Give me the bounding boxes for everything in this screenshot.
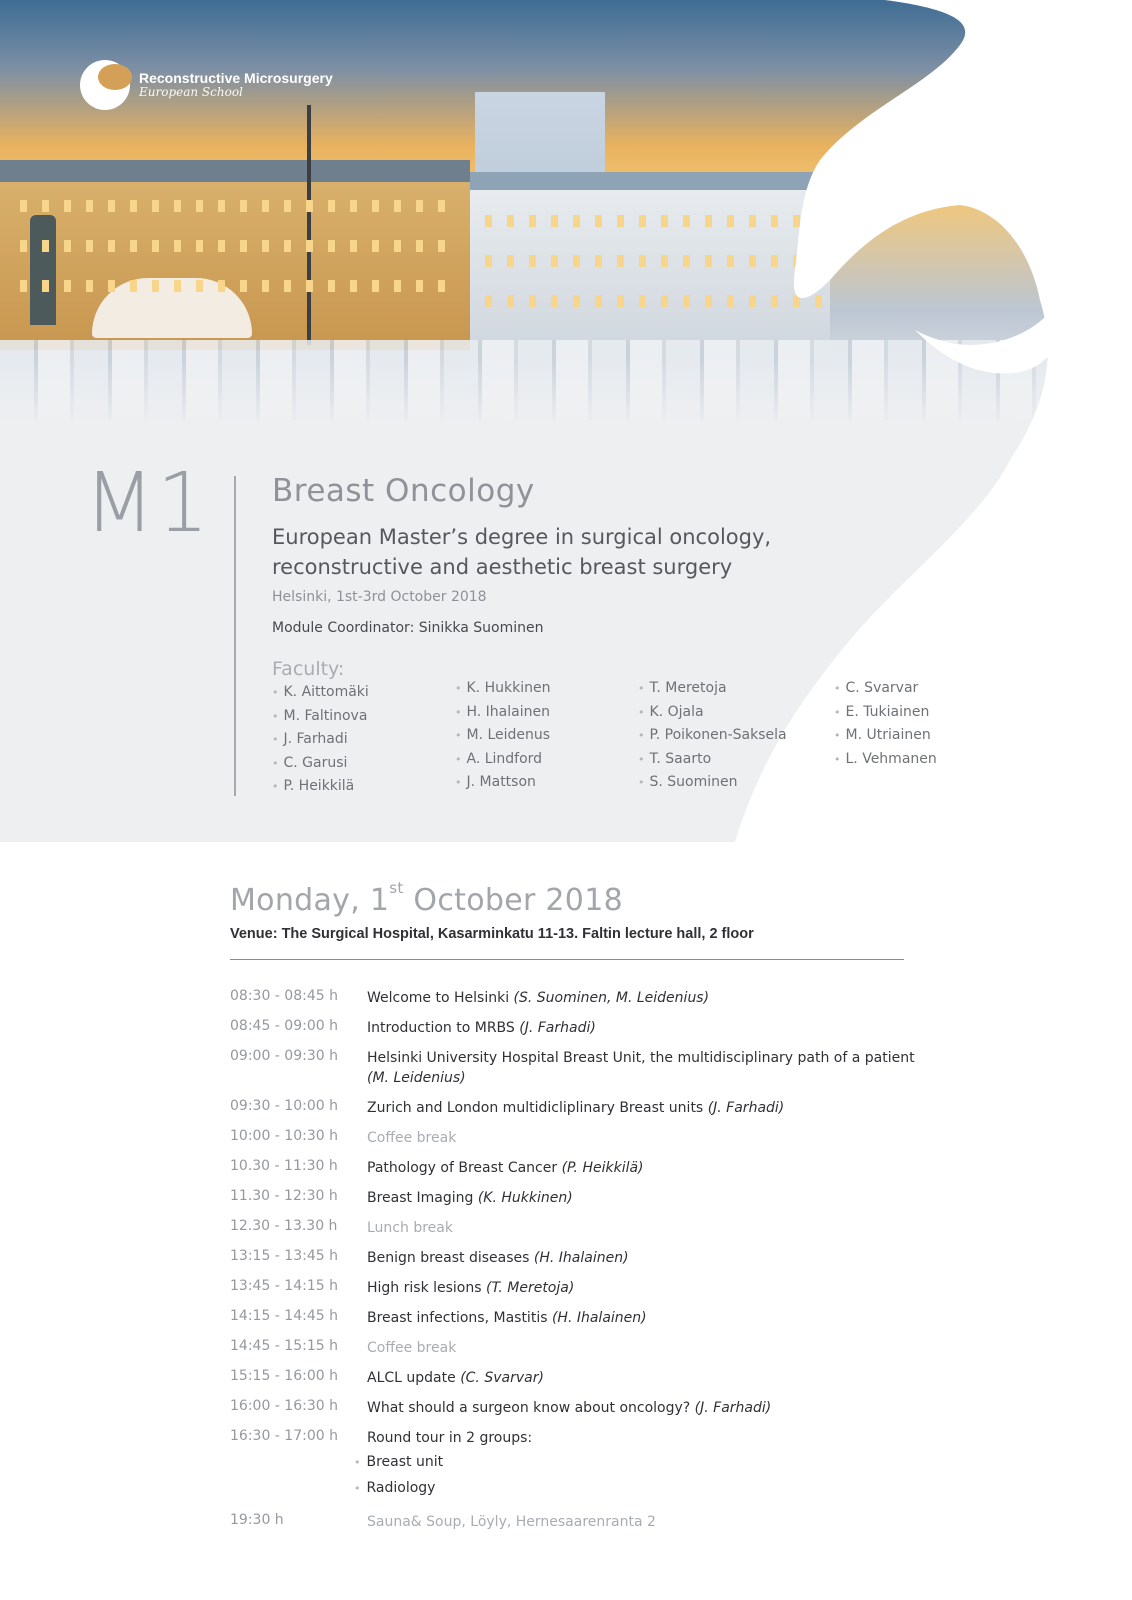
venue: Venue: The Surgical Hospital, Kasarminkatu 11-13. Faltin lecture hall, 2 floor bbox=[230, 926, 754, 942]
divider-line bbox=[234, 476, 236, 796]
session-time: 16:30 - 17:00 h bbox=[230, 1428, 338, 1444]
session-title: What should a surgeon know about oncology? (J. Farhadi) bbox=[367, 1400, 772, 1416]
faculty-member: • E. Tukiainen bbox=[834, 701, 937, 725]
faculty-member: • A. Lindford bbox=[455, 748, 550, 772]
session-time: 19:30 h bbox=[230, 1512, 284, 1528]
break-title: Coffee break bbox=[367, 1340, 457, 1356]
faculty-column-1 bbox=[272, 681, 369, 799]
session-time: 08:30 - 08:45 h bbox=[230, 988, 338, 1004]
session-speaker: (S. Suominen, M. Leidenius) bbox=[513, 990, 710, 1006]
faculty-member: • T. Saarto bbox=[638, 748, 787, 772]
faculty-member: • M. Leidenus bbox=[455, 724, 550, 748]
faculty-member: • C. Svarvar bbox=[834, 677, 937, 701]
faculty-column-4 bbox=[834, 677, 937, 771]
break-title: Coffee break bbox=[367, 1130, 457, 1146]
faculty-member: • J. Farhadi bbox=[272, 728, 369, 752]
session-time: 08:45 - 09:00 h bbox=[230, 1018, 338, 1034]
faculty-member: • C. Garusi bbox=[272, 752, 369, 776]
faculty-member: • T. Meretoja bbox=[638, 677, 787, 701]
logo-subtitle: European School bbox=[139, 85, 243, 100]
tour-group-item: • Radiology bbox=[354, 1480, 436, 1496]
session-title: Introduction to MRBS (J. Farhadi) bbox=[367, 1020, 596, 1036]
faculty-member: • K. Hukkinen bbox=[455, 677, 550, 701]
faculty-member: • K. Aittomäki bbox=[272, 681, 369, 705]
faculty-member: • M. Faltinova bbox=[272, 705, 369, 729]
evening-event: Sauna& Soup, Löyly, Hernesaarenranta 2 bbox=[367, 1514, 656, 1530]
faculty-member: • P. Poikonen-Saksela bbox=[638, 724, 787, 748]
session-speaker: (J. Farhadi) bbox=[519, 1020, 596, 1036]
faculty-member: • H. Ihalainen bbox=[455, 701, 550, 725]
session-speaker: (P. Heikkilä) bbox=[561, 1160, 644, 1176]
course-dates: Helsinki, 1st-3rd October 2018 bbox=[272, 589, 487, 605]
faculty-member: • J. Mattson bbox=[455, 771, 550, 795]
session-time: 10:00 - 10:30 h bbox=[230, 1128, 338, 1144]
session-speaker: (J. Farhadi) bbox=[707, 1100, 785, 1116]
session-time: 16:00 - 16:30 h bbox=[230, 1398, 338, 1414]
session-title: Breast infections, Mastitis (H. Ihalainen) bbox=[367, 1310, 647, 1326]
session-speaker: (J. Farhadi) bbox=[694, 1400, 772, 1416]
session-time: 12.30 - 13.30 h bbox=[230, 1218, 338, 1234]
session-speaker: (H. Ihalainen) bbox=[533, 1250, 629, 1266]
session-title: Helsinki University Hospital Breast Unit, the multidisciplinary path of a patient (M. Leidenius) bbox=[367, 1050, 915, 1086]
heading-rule bbox=[230, 959, 904, 960]
faculty-heading: Faculty: bbox=[272, 658, 345, 680]
course-title: Breast Oncology bbox=[272, 473, 535, 509]
module-coordinator: Module Coordinator: Sinikka Suominen bbox=[272, 620, 544, 636]
faculty-member: • P. Heikkilä bbox=[272, 775, 369, 799]
session-time: 09:00 - 09:30 h bbox=[230, 1048, 338, 1064]
faculty-member: • S. Suominen bbox=[638, 771, 787, 795]
session-speaker: (H. Ihalainen) bbox=[551, 1310, 647, 1326]
session-time: 11.30 - 12:30 h bbox=[230, 1188, 338, 1204]
session-time: 10.30 - 11:30 h bbox=[230, 1158, 338, 1174]
session-time: 14:45 - 15:15 h bbox=[230, 1338, 338, 1354]
faculty-member: • L. Vehmanen bbox=[834, 748, 937, 772]
faculty-column-3 bbox=[638, 677, 787, 795]
day-heading: Monday, 1st October 2018 bbox=[230, 879, 623, 918]
session-time: 13:45 - 14:15 h bbox=[230, 1278, 338, 1294]
session-time: 15:15 - 16:00 h bbox=[230, 1368, 338, 1384]
session-title: Welcome to Helsinki (S. Suominen, M. Leidenius) bbox=[367, 990, 710, 1006]
session-title: Zurich and London multidicliplinary Breast units (J. Farhadi) bbox=[367, 1100, 785, 1116]
module-code: M1 bbox=[84, 456, 211, 551]
session-title: High risk lesions (T. Meretoja) bbox=[367, 1280, 575, 1296]
course-subtitle: European Master’s degree in surgical oncology, reconstructive and aesthetic breast surgery bbox=[272, 525, 772, 579]
tour-group-item: • Breast unit bbox=[354, 1454, 444, 1470]
session-time: 09:30 - 10:00 h bbox=[230, 1098, 338, 1114]
faculty-member: • K. Ojala bbox=[638, 701, 787, 725]
session-speaker: (C. Svarvar) bbox=[460, 1370, 544, 1386]
session-time: 13:15 - 13:45 h bbox=[230, 1248, 338, 1264]
session-speaker: (K. Hukkinen) bbox=[477, 1190, 573, 1206]
break-title: Lunch break bbox=[367, 1220, 453, 1236]
session-title: Breast Imaging (K. Hukkinen) bbox=[367, 1190, 573, 1206]
session-title: Round tour in 2 groups: bbox=[367, 1430, 533, 1446]
session-speaker: (M. Leidenius) bbox=[367, 1070, 466, 1086]
logo-title: Reconstructive Microsurgery bbox=[139, 70, 333, 87]
session-title: Pathology of Breast Cancer (P. Heikkilä) bbox=[367, 1160, 644, 1176]
faculty-member: • M. Utriainen bbox=[834, 724, 937, 748]
faculty-column-2 bbox=[455, 677, 550, 795]
session-time: 14:15 - 14:45 h bbox=[230, 1308, 338, 1324]
session-title: Benign breast diseases (H. Ihalainen) bbox=[367, 1250, 629, 1266]
session-speaker: (T. Meretoja) bbox=[486, 1280, 575, 1296]
session-title: ALCL update (C. Svarvar) bbox=[367, 1370, 544, 1386]
